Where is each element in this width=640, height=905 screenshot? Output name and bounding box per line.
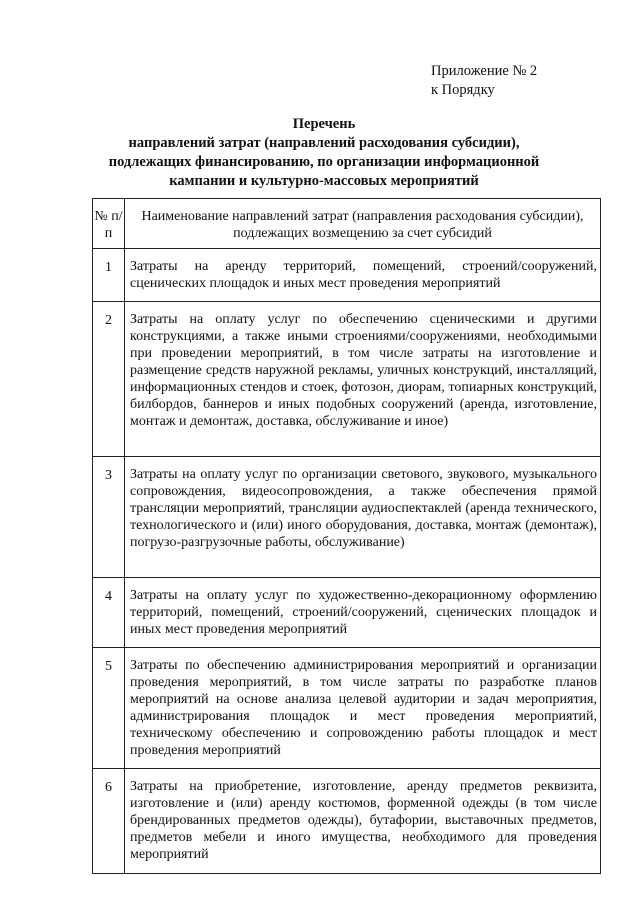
table-row [93, 249, 601, 302]
table-row [93, 769, 601, 874]
title-line-3: подлежащих финансированию, по организации информационной [108, 154, 540, 170]
row-text: Затраты по обеспечению администрирования мероприятий и организации проведения мероприятий, в том числе затраты по разработке планов мероприятий на основе анализа целевой аудитории и задач мероприятия, администрирования площадок и мест проведения мероприятий, техническому обеспечению и сопровождению работы площадок и мест проведения мероприятий [125, 648, 601, 769]
appendix-reference [431, 62, 537, 100]
row-number: 3 [93, 457, 125, 578]
header-number: № п/п [93, 199, 125, 249]
title-line-2: направлений затрат (направлений расходования субсидии), [128, 135, 520, 151]
row-text: Затраты на оплату услуг по обеспечению сценическими и другими конструкциями, а также иными строениями/сооружениями, необходимыми при проведении мероприятий, в том числе затраты на изготовление и размещение средств наружной рекламы, уличных конструкций, инсталляций, информационных стендов и стоек, фотозон, диорам, топиарных конструкций, билбордов, баннеров и иных подобных сооружений (аренда, изготовление, монтаж и демонтаж, доставка, обслуживание и иное) [125, 302, 601, 457]
document-title [100, 115, 548, 191]
header-name: Наименование направлений затрат (направления расходования субсидии), подлежащих возмещению за счет субсидий [125, 199, 601, 249]
row-text: Затраты на оплату услуг по организации светового, звукового, музыкального сопровождения, видеосопровождения, а также обеспечения прямой трансляции мероприятий, трансляции аудиоспектаклей (аренда технического, технологического и (или) иного оборудования, доставка, монтаж (демонтаж), погрузо-разгрузочные работы, обслуживание) [125, 457, 601, 578]
table-header-row [93, 199, 601, 249]
row-text: Затраты на оплату услуг по художественно-декорационному оформлению территорий, помещений, строений/сооружений, сценических площадок и иных мест проведения мероприятий [125, 578, 601, 648]
row-text: Затраты на аренду территорий, помещений, строений/сооружений, сценических площадок и иных мест проведения мероприятий [125, 249, 601, 302]
row-text: Затраты на приобретение, изготовление, аренду предметов реквизита, изготовление и (или) аренду костюмов, форменной одежды (в том числе брендированных предметов одежды), бутафории, выставочных предметов, предметов мебели и иного имущества, необходимого для проведения мероприятий [125, 769, 601, 874]
table-row [93, 457, 601, 578]
row-number: 5 [93, 648, 125, 769]
appendix-number: Приложение № 2 [431, 63, 538, 79]
title-line-1: Перечень [292, 116, 356, 132]
table-row [93, 648, 601, 769]
row-number: 2 [93, 302, 125, 457]
cost-directions-table [92, 198, 601, 874]
row-number: 4 [93, 578, 125, 648]
row-number: 6 [93, 769, 125, 874]
table-row [93, 578, 601, 648]
title-line-4: кампании и культурно-массовых мероприятий [169, 173, 479, 189]
row-number: 1 [93, 249, 125, 302]
appendix-order-ref: к Порядку [431, 82, 495, 98]
table-row [93, 302, 601, 457]
